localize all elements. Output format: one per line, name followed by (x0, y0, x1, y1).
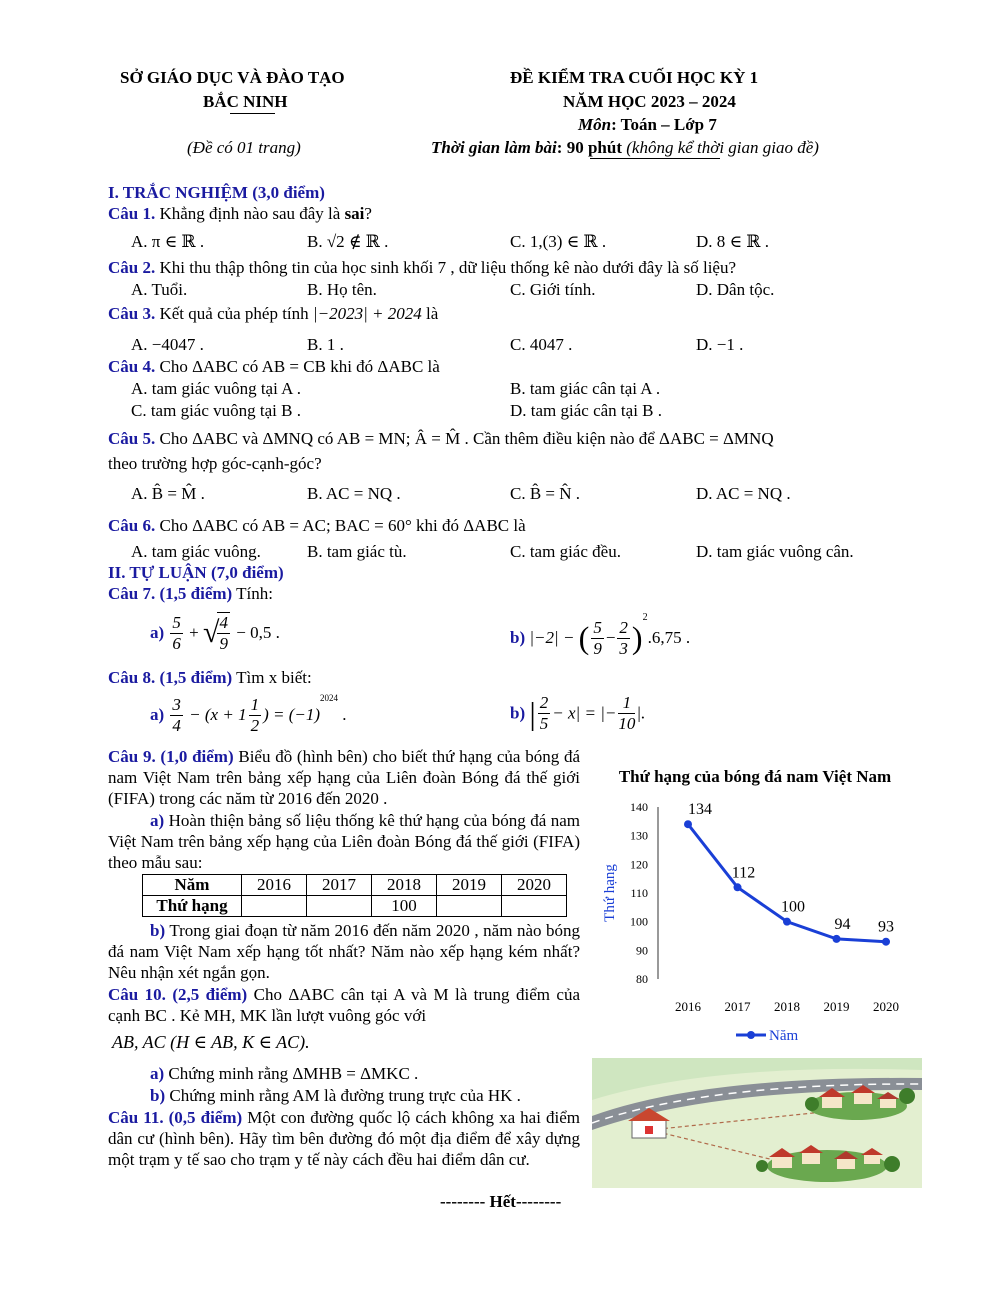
q6-option-d: D. tam giác vuông cân. (696, 542, 854, 561)
q7b-f2-den: 3 (619, 638, 628, 658)
org-line-2: BẮC NINH (203, 92, 288, 111)
q7a-plus: + (189, 623, 199, 642)
q3-expr: |−2023| + 2024 (312, 304, 422, 323)
q11-text: Một con đường quốc lộ cách không xa hai điểm dân cư (hình bên). Hãy tìm bên đường đó một địa điểm để xây dựng một trạm y tế sao cho trạm y tế này cách đều hai điểm dân cư. (108, 1108, 580, 1169)
end-marker: -------- Hết-------- (440, 1192, 562, 1211)
q7a-f1-den: 6 (172, 633, 181, 653)
legend-marker (747, 1031, 755, 1039)
data-label: 112 (731, 864, 756, 882)
subject-line (578, 115, 717, 135)
part2-title: II. TỰ LUẬN (7,0 điểm) (108, 563, 284, 582)
q9a-paragraph (108, 810, 580, 873)
table-cell-rank-2018: 100 (372, 896, 437, 917)
q5-option-c: C. B̂ = N̂ . (510, 484, 581, 503)
y-tick-label: 80 (636, 972, 648, 986)
q8-text: Tìm x biết: (232, 668, 312, 687)
data-label: 100 (781, 898, 805, 916)
data-label: 94 (834, 915, 851, 933)
q1-label: Câu 1. (108, 204, 156, 223)
q8b-abs-open: | (529, 695, 536, 731)
time-label: Thời gian làm bài (431, 138, 557, 157)
q7b-fraction-2 (617, 618, 630, 659)
q11-label: Câu 11. (0,5 điểm) (108, 1108, 243, 1127)
q4-option-d: D. tam giác cân tại B . (510, 401, 663, 420)
data-point (684, 820, 692, 828)
q5-text: Cho ΔABC và ΔMNQ có AB = MN; Â = M̂ . Cần thêm điều kiện nào để ΔABC = ΔMNQ (155, 429, 774, 448)
q8a-expression (150, 693, 347, 736)
y-tick-label: 110 (630, 886, 648, 900)
legend-label: Năm (769, 1028, 799, 1044)
data-point (833, 935, 841, 943)
org-line-1: SỞ GIÁO DỤC VÀ ĐÀO TẠO (120, 68, 345, 87)
q7a-expression (150, 612, 280, 654)
q11-paragraph (108, 1107, 580, 1170)
time-value: : 90 phút (556, 138, 622, 157)
y-tick-label: 140 (630, 800, 648, 814)
q5-text2: theo trường hợp góc-cạnh-góc? (108, 454, 322, 473)
q8b-f2-den: 10 (618, 714, 636, 733)
q1-bold: sai (344, 204, 365, 223)
rank-line-chart (596, 795, 916, 1045)
q8a-exponent: 2024 (320, 693, 339, 703)
q9-paragraph (108, 746, 580, 809)
x-tick-label: 2020 (873, 999, 899, 1014)
q10b-label: b) (150, 1086, 166, 1105)
table-head-rank: Thứ hạng (143, 896, 242, 917)
q8b-f2-num: 1 (618, 693, 635, 714)
time-line (431, 138, 819, 158)
q6-text: Cho ΔABC có AB = AC; BAC = 60° khi đó ΔABC là (155, 516, 526, 535)
q6-option-a: A. tam giác vuông. (131, 542, 261, 561)
q7b-f2-num: 2 (619, 617, 628, 637)
q7b-paren-open: ( (578, 619, 590, 656)
q8a-dot: . (338, 705, 347, 725)
y-tick-label: 90 (636, 943, 648, 958)
q3-text: Kết quả của phép tính (155, 304, 313, 323)
data-point (882, 938, 890, 946)
q9a-label: a) (150, 811, 165, 830)
y-tick-label: 130 (630, 828, 648, 843)
q8b-expression (510, 693, 645, 734)
q3-label: Câu 3. (108, 304, 156, 323)
x-tick-label: 2018 (774, 999, 800, 1014)
q8a-m-den: 2 (250, 715, 260, 735)
q10a-line (150, 1064, 418, 1084)
q7b-tail: .6,75 . (647, 628, 691, 648)
table-cell-year-2019: 2019 (437, 875, 502, 896)
q7b-f1-num: 5 (593, 617, 602, 637)
pages-note: (Đề có 01 trang) (187, 138, 301, 157)
road-villages-illustration (592, 1058, 922, 1188)
q8-stem (108, 668, 312, 688)
q9-text: Biểu đồ (hình bên) cho biết thứ hạng của bóng đá nam Việt Nam trên bảng xếp hạng của Liên đoàn Bóng đá thế giới (FIFA) trong các năm từ 2016 đến 2020 . (108, 747, 580, 808)
data-label: 93 (878, 918, 894, 936)
q4-option-b: B. tam giác cân tại A . (510, 379, 661, 398)
q7a-root-fraction (217, 612, 230, 654)
q6-label: Câu 6. (108, 516, 156, 535)
q6-option-b: B. tam giác tù. (307, 542, 407, 561)
q3-option-d: D. −1 . (696, 335, 744, 354)
q10-paragraph (108, 984, 580, 1026)
q3-option-c: C. 4047 . (510, 335, 573, 354)
q8a-label: a) (150, 705, 165, 725)
x-tick-label: 2019 (823, 999, 850, 1014)
q9-data-table (142, 874, 567, 917)
q6-option-c: C. tam giác đều. (510, 542, 621, 561)
y-tick-label: 120 (630, 857, 648, 872)
q8-label: Câu 8. (1,5 điểm) (108, 668, 233, 687)
q10b-line (150, 1086, 521, 1106)
q9-label: Câu 9. (1,0 điểm) (108, 747, 234, 766)
part1-title: I. TRẮC NGHIỆM (3,0 điểm) (108, 183, 325, 202)
q8a-mid: − (x + 1 (189, 705, 247, 725)
school-year: NĂM HỌC 2023 – 2024 (563, 92, 736, 111)
subject-label: Môn (578, 115, 612, 134)
q5-option-b: B. AC = NQ . (307, 484, 401, 503)
header-underline-left (230, 113, 275, 114)
subject-value: : Toán – Lớp 7 (611, 115, 717, 134)
table-row (143, 896, 567, 917)
q4-text: Cho ΔABC có AB = CB khi đó ΔABC là (155, 357, 440, 376)
q7b-f1-den: 9 (593, 638, 602, 658)
q8a-f1-den: 4 (172, 715, 181, 735)
table-cell-rank-2020 (502, 896, 567, 917)
q7b-fraction-1 (591, 618, 604, 659)
q8b-f1-num: 2 (539, 693, 549, 712)
y-axis-title: Thứ hạng (602, 864, 618, 922)
q2-option-d: D. Dân tộc. (696, 280, 775, 299)
q9b-text: Trong giai đoạn từ năm 2016 đến năm 2020 , năm nào bóng đá nam Việt Nam xếp hạng tốt nhất? Năm nào xếp hạng kém nhất? Nêu nhận xét ngắn gọn. (108, 921, 580, 982)
q4-stem (108, 357, 440, 377)
x-tick-label: 2017 (724, 999, 751, 1014)
q7-text: Tính: (232, 584, 273, 603)
x-tick-label: 2016 (675, 999, 701, 1014)
q3-option-b: B. 1 . (307, 335, 344, 354)
q8a-eq: ) = (−1) (263, 705, 321, 725)
q7b-head: |−2| − (529, 628, 575, 648)
y-tick-label: 100 (630, 914, 648, 929)
q3-option-a: A. −4047 . (131, 335, 204, 354)
q10-text2: AB, AC (H ∈ AB, K ∈ AC). (112, 1032, 310, 1052)
q1-option-c: C. 1,(3) ∈ ℝ . (510, 232, 607, 251)
table-cell-rank-2016 (242, 896, 307, 917)
q2-option-c: C. Giới tính. (510, 280, 596, 299)
header-underline-right (590, 158, 720, 159)
q4-label: Câu 4. (108, 357, 156, 376)
q1-text: Khẳng định nào sau đây là (155, 204, 345, 223)
q10a-label: a) (150, 1064, 165, 1083)
time-note: (không kể thời gian giao đề) (621, 138, 819, 157)
q8b-mid: − x| = |− (552, 703, 617, 723)
q8a-f1-num: 3 (172, 694, 181, 714)
q8b-end: |. (637, 703, 645, 723)
q7a-tail: − 0,5 . (236, 623, 280, 642)
q7b-label: b) (510, 628, 526, 648)
q8a-mixed-fraction (249, 695, 262, 736)
q7-label: Câu 7. (1,5 điểm) (108, 584, 233, 603)
table-row (143, 875, 567, 896)
q7a-f1-num: 5 (172, 612, 181, 632)
data-point (783, 918, 791, 926)
q9a-text: Hoàn thiện bảng số liệu thống kê thứ hạng của bóng đá nam Việt Nam trên bảng xếp hạng của Liên đoàn Bóng đá thế giới (FIFA) theo mẫu sau: (108, 811, 580, 872)
q5-stem (108, 429, 774, 449)
table-cell-year-2016: 2016 (242, 875, 307, 896)
q1-end: ? (364, 204, 372, 223)
q6-stem (108, 516, 526, 536)
q9b-label: b) (150, 921, 166, 940)
data-point (734, 883, 742, 891)
q7b-minus: − (605, 628, 616, 648)
table-cell-year-2020: 2020 (502, 875, 567, 896)
q8b-label: b) (510, 703, 526, 723)
q7b-exponent: 2 (642, 612, 648, 623)
q10a-text: Chứng minh rằng ΔMHB = ΔMKC . (164, 1064, 419, 1083)
q9b-paragraph (108, 920, 580, 983)
table-cell-year-2017: 2017 (307, 875, 372, 896)
q1-option-a: A. π ∈ ℝ . (131, 232, 205, 251)
q7a-root-den: 9 (219, 634, 228, 653)
data-label: 134 (688, 801, 712, 819)
q10-label: Câu 10. (2,5 điểm) (108, 985, 248, 1004)
q7b-paren-close: ) (631, 619, 643, 656)
q2-option-b: B. Họ tên. (307, 280, 377, 299)
q1-option-d: D. 8 ∈ ℝ . (696, 232, 769, 251)
q3-end: là (421, 304, 439, 323)
q7a-root-num: 4 (219, 613, 228, 632)
table-head-year: Năm (143, 875, 242, 896)
q4-option-c: C. tam giác vuông tại B . (131, 401, 301, 420)
q7a-sqrt-sign: √ (203, 616, 220, 649)
q1-stem (108, 204, 372, 224)
q8b-f1-den: 5 (539, 714, 549, 733)
q7a-fraction-1 (170, 613, 183, 654)
exam-title: ĐỀ KIỂM TRA CUỐI HỌC KỲ 1 (510, 68, 759, 87)
q2-text: Khi thu thập thông tin của học sinh khối 7 , dữ liệu thống kê nào dưới đây là số liệu? (155, 258, 737, 277)
chart-title: Thứ hạng của bóng đá nam Việt Nam (618, 767, 892, 786)
q2-stem (108, 258, 736, 278)
q8b-fraction-1 (538, 693, 551, 734)
q2-option-a: A. Tuổi. (131, 280, 188, 299)
table-cell-rank-2019 (437, 896, 502, 917)
q5-option-a: A. B̂ = M̂ . (131, 484, 205, 503)
q2-label: Câu 2. (108, 258, 156, 277)
q5-label: Câu 5. (108, 429, 156, 448)
q7b-expression (510, 612, 690, 659)
q10b-text: Chứng minh rằng AM là đường trung trực của HK . (165, 1086, 521, 1105)
q4-option-a: A. tam giác vuông tại A . (131, 379, 301, 398)
q5-option-d: D. AC = NQ . (696, 484, 791, 503)
q7-stem (108, 584, 273, 604)
q10-text: Cho ΔABC cân tại A và M là trung điểm của cạnh BC . Kẻ MH, MK lần lượt vuông góc với (108, 985, 580, 1025)
table-cell-rank-2017 (307, 896, 372, 917)
q8a-fraction-1 (170, 695, 183, 736)
q8b-fraction-2 (618, 693, 635, 734)
q8a-m-num: 1 (250, 694, 260, 714)
q3-stem (108, 304, 438, 324)
q7a-label: a) (150, 623, 165, 642)
table-cell-year-2018: 2018 (372, 875, 437, 896)
q1-option-b: B. √2 ∉ ℝ . (307, 232, 389, 251)
